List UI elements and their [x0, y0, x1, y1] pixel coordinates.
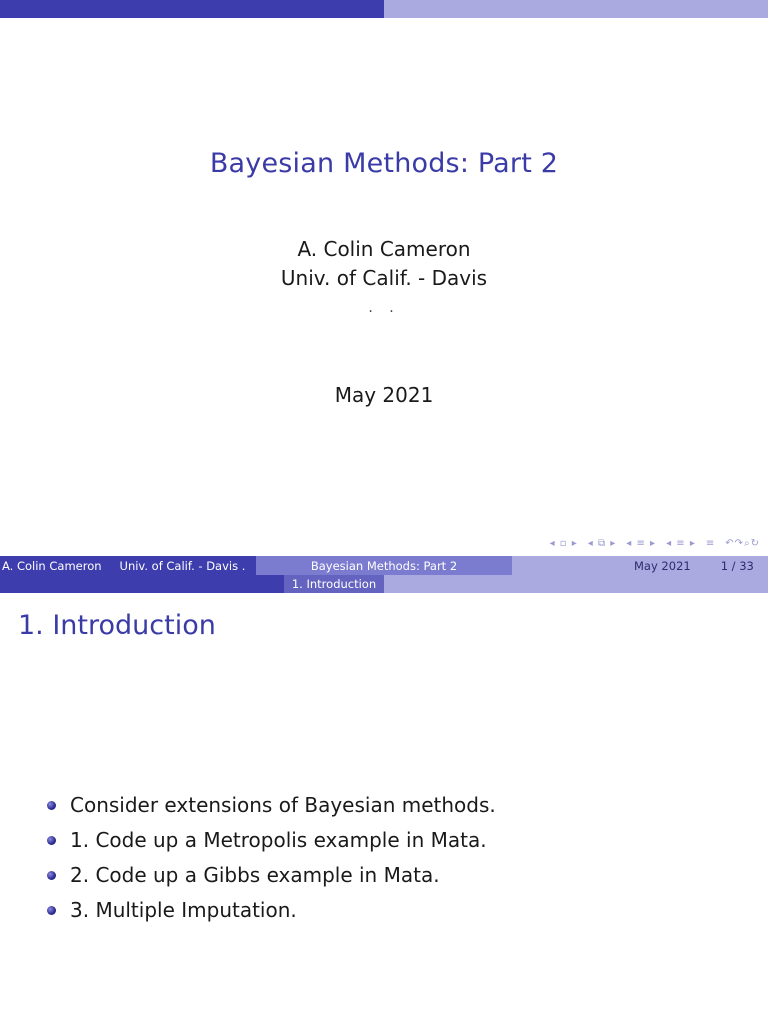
bullet-icon	[47, 871, 56, 880]
institute-marks: . .	[368, 300, 400, 316]
section-nav-icon[interactable]: ◂ ≡ ▸	[626, 538, 657, 549]
slide-nav-icon[interactable]: ◂ ≡ ▸	[666, 538, 696, 549]
footline-date-block	[512, 556, 768, 575]
navigation-symbols	[550, 538, 760, 549]
presentation-date: May 2021	[334, 383, 434, 407]
author-affiliation: Univ. of Calif. - Davis	[280, 266, 488, 290]
footline-date: May 2021	[634, 558, 691, 573]
bullet-icon	[47, 801, 56, 810]
section-heading: 1. Introduction	[18, 610, 216, 641]
header-bar-right	[384, 0, 768, 18]
slide2-header-bar-right	[384, 575, 768, 593]
footline-title: Bayesian Methods: Part 2	[310, 558, 458, 573]
footline-author-block	[0, 556, 256, 575]
bullet-list	[44, 788, 496, 928]
author-name: A. Colin Cameron	[297, 237, 471, 261]
list-item: 1. Code up a Metropolis example in Mata.	[44, 823, 496, 858]
list-item: 3. Multiple Imputation.	[44, 893, 496, 928]
footline-page-number: 1 / 33	[720, 558, 754, 573]
bullet-icon	[47, 906, 56, 915]
header-bar-left	[0, 0, 384, 18]
footline-author: A. Colin Cameron	[2, 558, 102, 573]
presentation-title: Bayesian Methods: Part 2	[209, 148, 559, 179]
footline-institute: Univ. of Calif. - Davis .	[119, 558, 246, 573]
list-item: Consider extensions of Bayesian methods.	[44, 788, 496, 823]
subsection-nav-icon[interactable]: ◂ ⧉ ▸	[587, 538, 617, 549]
footline-title-block	[256, 556, 512, 575]
align-icon[interactable]: ≡	[705, 538, 716, 549]
search-icon[interactable]: ↶↷⌕↻	[725, 538, 760, 549]
frame-nav-icon[interactable]: ◂ ▫ ▸	[549, 538, 578, 549]
list-item: 2. Code up a Gibbs example in Mata.	[44, 858, 496, 893]
bullet-icon	[47, 836, 56, 845]
section-nav-label[interactable]: 1. Introduction	[284, 575, 384, 593]
